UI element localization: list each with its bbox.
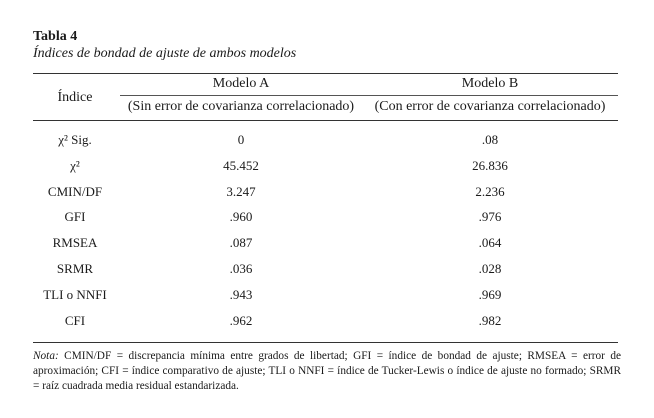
row-model-b-value: .064: [478, 235, 502, 251]
row-index-name: SRMR: [56, 260, 94, 276]
header-model-a-subtitle: (Sin error de covarianza correlacionado): [127, 99, 355, 114]
header-model-a: Modelo A: [212, 76, 270, 91]
row-model-b-value: .08: [481, 132, 499, 147]
header-index: Índice: [57, 90, 93, 105]
row-model-a-value: 3.247: [226, 183, 256, 199]
row-model-a-value: .962: [229, 312, 253, 328]
row-model-b-value: .976: [478, 209, 502, 225]
row-index-name: CMIN/DF: [47, 183, 103, 199]
row-index-name: RMSEA: [52, 235, 98, 251]
header-rule: [33, 120, 618, 121]
note-label: Nota:: [33, 350, 59, 362]
row-model-b-value: .969: [478, 286, 502, 302]
row-model-b-value: .028: [478, 260, 502, 276]
row-model-b-value: 2.236: [475, 183, 505, 199]
table-row: [33, 209, 618, 235]
header-model-b: Modelo B: [461, 76, 519, 91]
row-model-a-value: .943: [229, 286, 253, 302]
row-model-b-value: 26.836: [472, 157, 508, 173]
table-row: [33, 158, 618, 184]
table-row: [33, 261, 618, 287]
row-index-name: GFI: [64, 209, 86, 225]
table-body: [33, 132, 618, 338]
row-model-a-value: .036: [229, 260, 253, 276]
table-row: [33, 313, 618, 339]
row-index-name: CFI: [64, 312, 86, 328]
table-number: Tabla 4: [33, 29, 78, 44]
row-model-a-value: .087: [229, 235, 253, 251]
header-middle-rule: [120, 95, 618, 96]
table-row: [33, 235, 618, 261]
bottom-rule: [33, 342, 618, 343]
table-note: [33, 349, 621, 394]
row-model-b-value: .982: [478, 312, 502, 328]
table-row: [33, 132, 618, 158]
row-model-a-value: .960: [229, 209, 253, 225]
header-model-b-subtitle: (Con error de covarianza correlacionado): [374, 99, 606, 114]
row-index-name: χ²: [70, 157, 80, 173]
row-model-a-value: 0: [237, 132, 245, 147]
row-index-name: TLI o NNFI: [43, 286, 107, 302]
row-model-a-value: 45.452: [223, 157, 259, 173]
table-row: [33, 287, 618, 313]
top-rule: [33, 73, 618, 74]
table-title: Índices de bondad de ajuste de ambos modelos: [33, 46, 297, 61]
row-index-name: χ² Sig.: [58, 132, 92, 147]
note-text: CMIN/DF = discrepancia mínima entre grados de libertad; GFI = índice de bondad de ajuste; RMSEA = error de aproximación; CFI = índice comparativo de ajuste; TLI o NNFI = índice de Tucker-Lewis o índice de ajuste no formado; SRMR = raíz cuadrada media residual estandarizada.: [33, 350, 621, 392]
table-row: [33, 184, 618, 210]
